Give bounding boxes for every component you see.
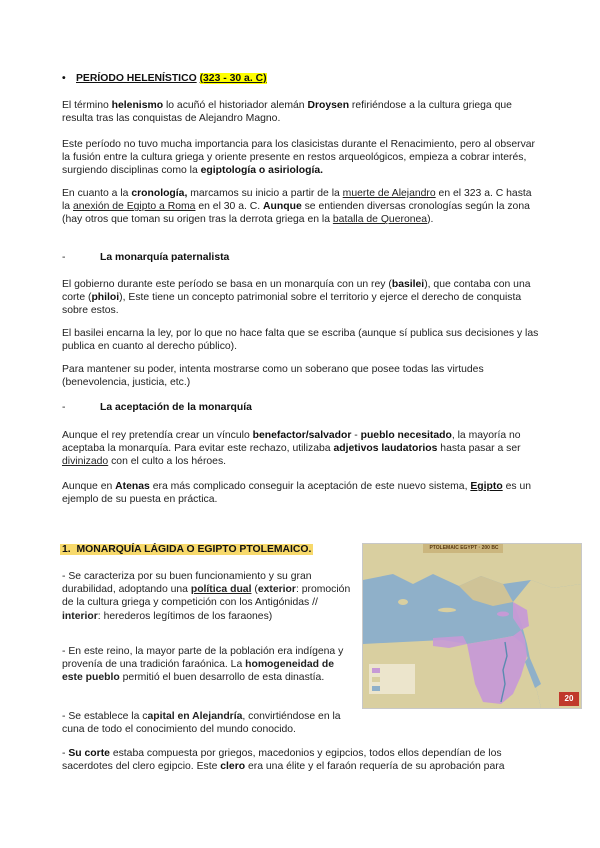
paragraph-politica-dual: - Se caracteriza por su buen funcionamiento y su gran durabilidad, adoptando una política dual (exterior: promoción de la cultura griega y competición con los Antigónidas // interior: herederos legítimos de los faraones) bbox=[62, 571, 351, 622]
paragraph-atenas: Aunque en Atenas era más complicado conseguir la aceptación de este nuevo sistema, Egipto es un ejemplo de su puesta en práctica. bbox=[62, 481, 532, 506]
subheading-monarquia-paternalista: La monarquía paternalista bbox=[100, 252, 230, 263]
paragraph-basilei: El basilei encarna la ley, por lo que no hace falta que se escriba (aunque sí publica sus decisiones y las publica en cuanto al derecho público). bbox=[62, 328, 539, 353]
map-ptolemaic-egypt bbox=[362, 543, 582, 709]
link-batalla-queronea: batalla de Queronea bbox=[332, 214, 428, 226]
section-heading-monarquia-lagida: 1. MONARQUÍA LÁGIDA O EGIPTO PTOLEMAICO. bbox=[62, 544, 312, 555]
paragraph-renacimiento: Este período no tuvo mucha importancia para los clasicistas durante el Renacimiento, pero al observar la fusión entre la cultura griega y oriente presente en restos arqueológicos, empieza a cobrar interés, surgiendo disciplinas como la egiptología o asiriología. bbox=[62, 139, 536, 177]
paragraph-corte: - Su corte estaba compuesta por griegos, macedonios y egipcios, todos ellos dependían de los sacerdotes del clero egipcio. Este clero era una élite y el faraón requería de su aprobación para bbox=[62, 748, 505, 773]
term-droysen: Droysen bbox=[307, 100, 350, 111]
title-label: PERÍODO HELENÍSTICO bbox=[76, 73, 197, 84]
link-muerte-alejandro: muerte de Alejandro bbox=[342, 188, 436, 199]
dash: - bbox=[62, 252, 66, 263]
link-anexion-egipto: anexión de Egipto a Roma bbox=[72, 201, 196, 213]
subheading-aceptacion: La aceptación de la monarquía bbox=[100, 402, 252, 413]
paragraph-cronologia: En cuanto a la cronología, marcamos su inicio a partir de la muerte de Alejandro en el 323 a. C hasta la anexión de Egipto a Roma en el 30 a. C. Aunque se entienden diversas cronologías según la zona (hay otros que toman su origen tras la derrota griega en la batalla de Queronea). bbox=[62, 188, 532, 226]
section-title-periodo-helenistico bbox=[62, 73, 267, 84]
paragraph-poder: Para mantener su poder, intenta mostrarse como un soberano que posee todas las virtudes (benevolencia, justicia, etc.) bbox=[62, 364, 484, 389]
paragraph-helenismo: El término helenismo lo acuñó el historiador alemán Droysen refiriéndose a la cultura griega que resulta tras las conquistas de Alejandro Magno. bbox=[62, 100, 512, 125]
bullet: • bbox=[62, 73, 66, 84]
dash: - bbox=[62, 402, 66, 413]
term-egiptologia: egiptología o asiriología. bbox=[200, 165, 324, 177]
map-caption: PTOLEMAIC EGYPT · 200 BC bbox=[429, 545, 499, 551]
paragraph-gobierno: El gobierno durante este período se basa en un monarquía con un rey (basilei), que contaba con una corte (philoi), Este tiene un concepto patrimonial sobre el territorio y ejerce el derecho de conquista sobre estos. bbox=[62, 279, 531, 317]
map-badge: 20 bbox=[564, 694, 574, 703]
paragraph-poblacion: - En este reino, la mayor parte de la población era indígena y provenía de una tradición faraónica. La homogeneidad de este pueblo permitió el buen desarrollo de esta dinastía. bbox=[62, 646, 344, 684]
paragraph-vinculo: Aunque el rey pretendía crear un vínculo benefactor/salvador - pueblo necesitado, la mayoría no aceptaba la monarquía. Para evitar este rechazo, utilizaba adjetivos laudatorios hasta pasar a ser divinizado con el culto a los héroes. bbox=[62, 430, 521, 468]
term-helenismo: helenismo bbox=[111, 100, 164, 111]
title-dates: (323 - 30 a. C) bbox=[199, 73, 267, 84]
paragraph-alejandria: - Se establece la capital en Alejandría, convirtiéndose en la cuna de todo el conocimiento del mundo conocido. bbox=[62, 711, 341, 736]
